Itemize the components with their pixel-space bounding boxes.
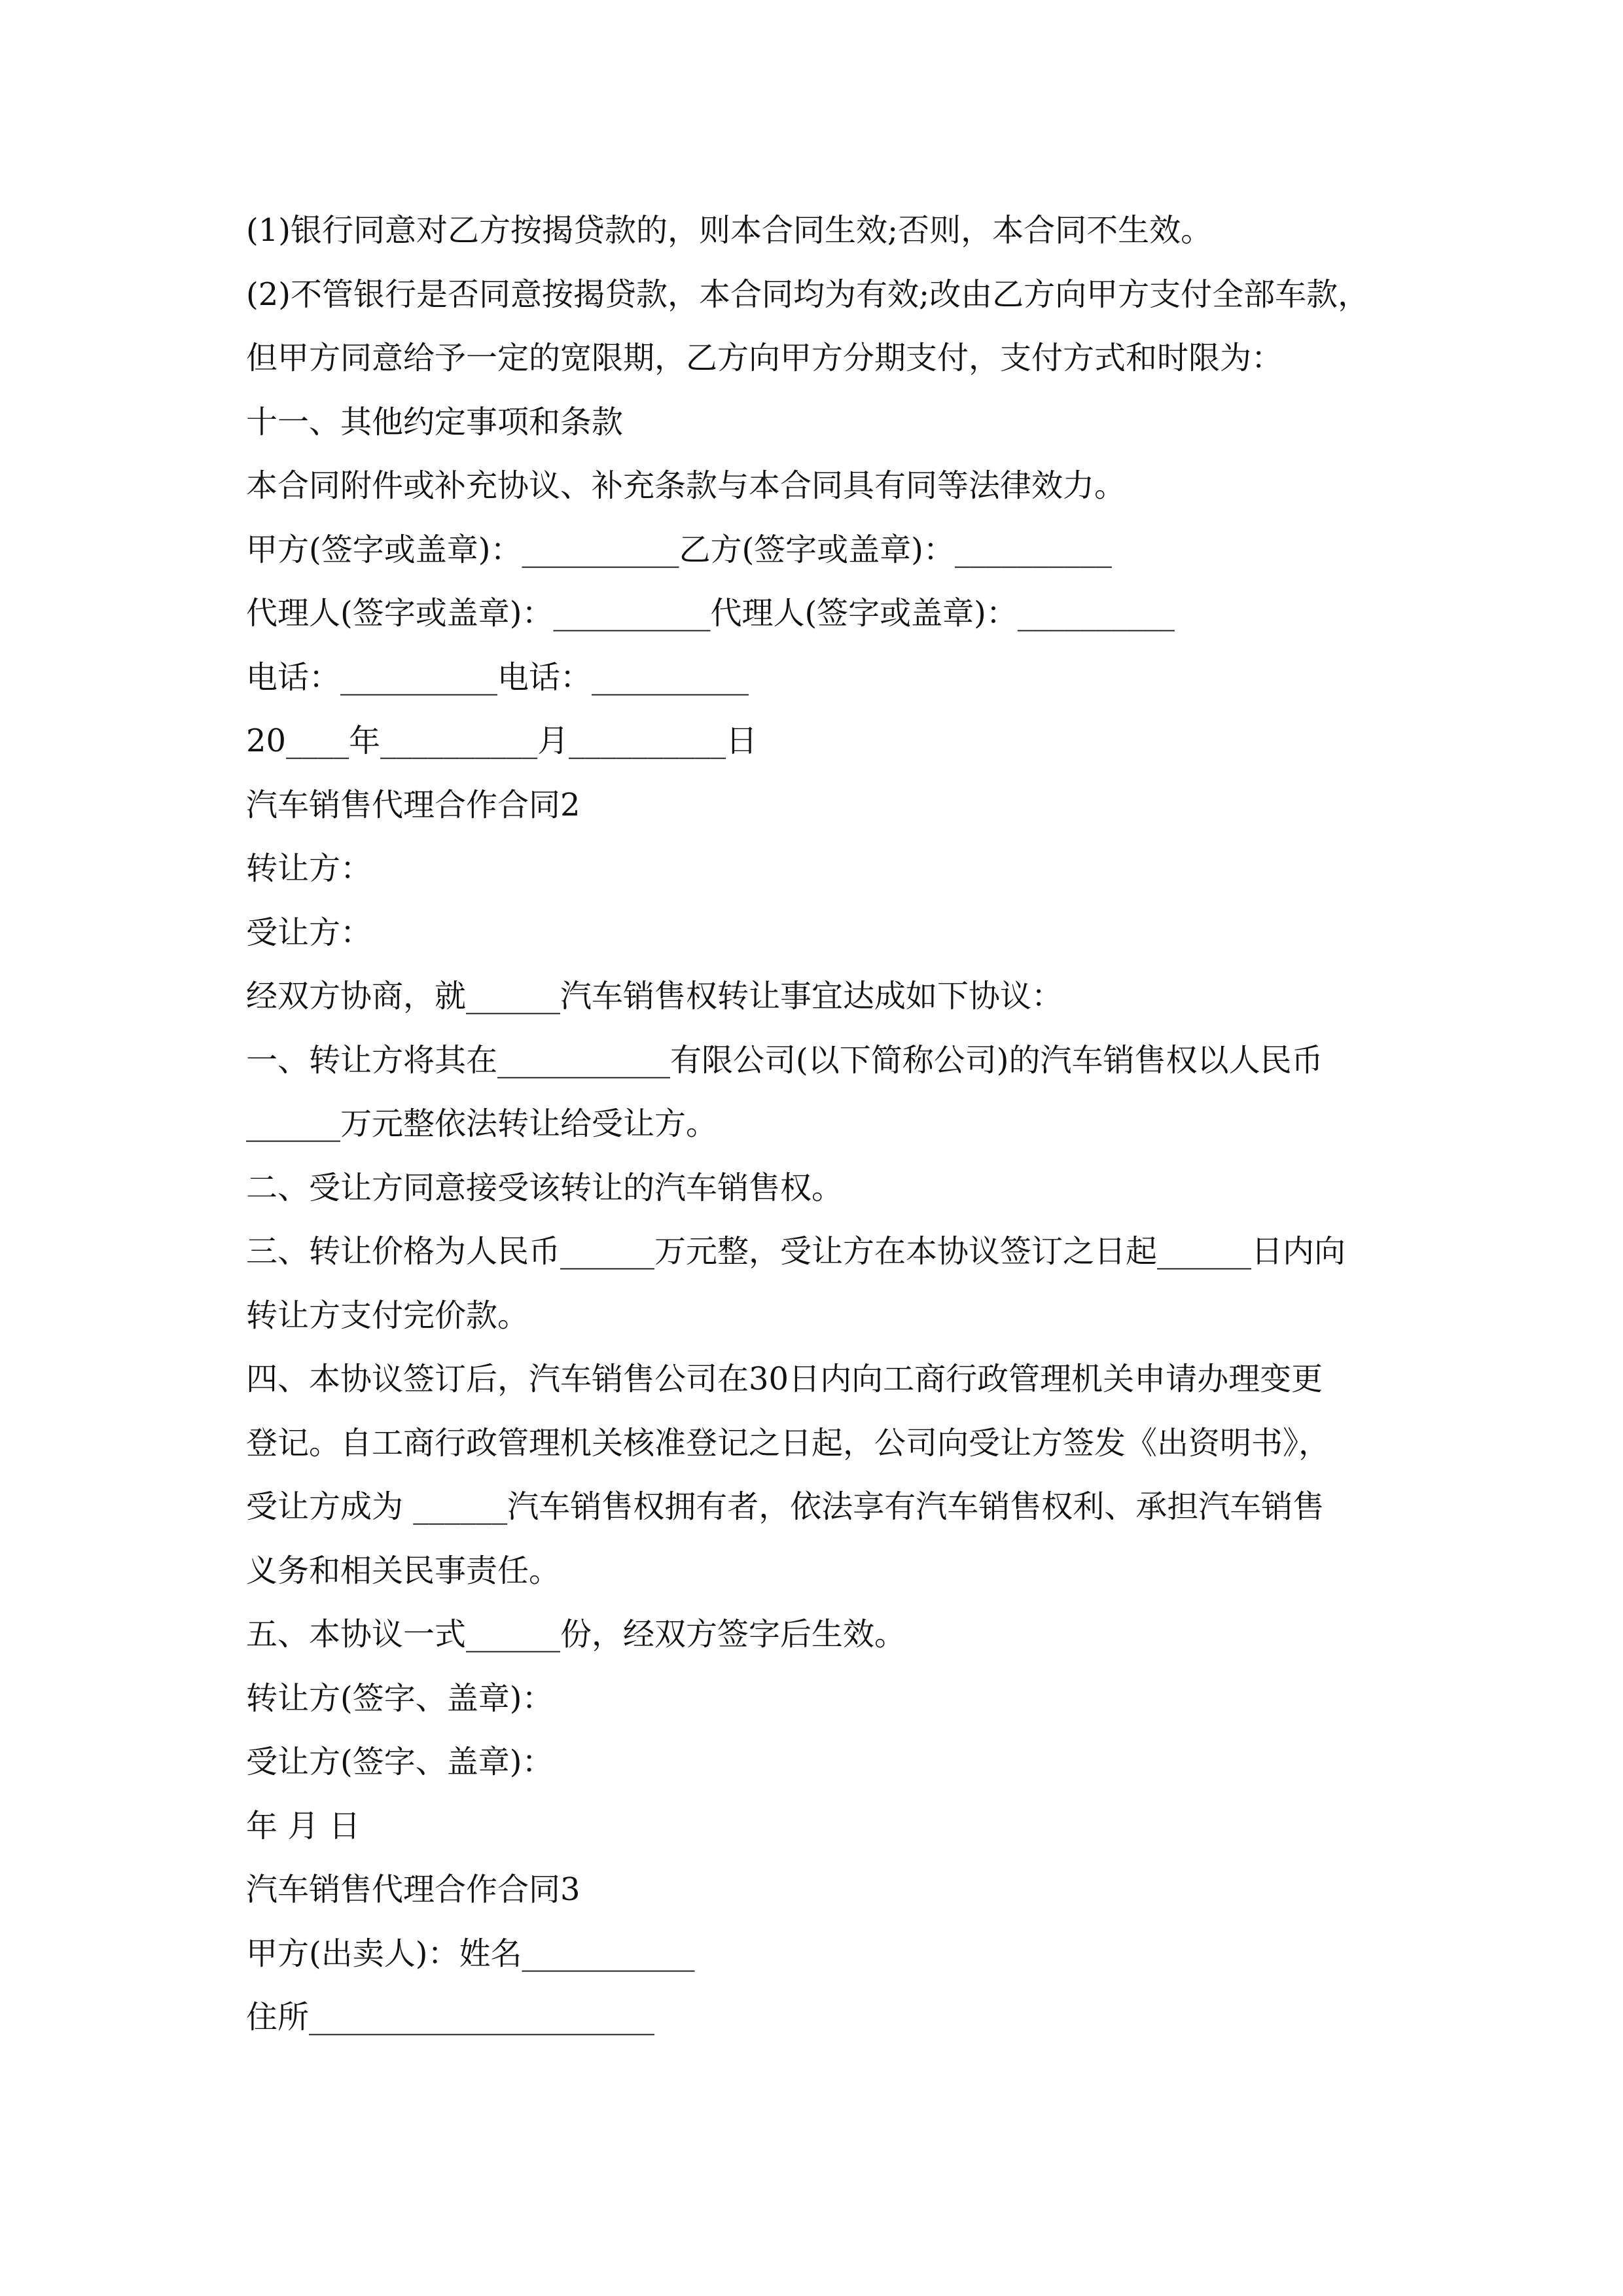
text-line: 五、本协议一式______份，经双方签字后生效。 [246, 1616, 906, 1653]
text-line: 经双方协商，就______汽车销售权转让事宜达成如下协议： [246, 978, 1063, 1014]
text-line: 本合同附件或补充协议、补充条款与本合同具有同等法律效力。 [246, 467, 1126, 504]
signature-line: 甲方(签字或盖章)：__________乙方(签字或盖章)：__________ [246, 531, 1112, 568]
date-line: 20____年__________月__________日 [246, 723, 758, 759]
text-line: (1)银行同意对乙方按揭贷款的，则本合同生效;否则，本合同不生效。 [246, 212, 1213, 249]
text-line: 二、受让方同意接受该转让的汽车销售权。 [246, 1169, 844, 1206]
phone-line: 电话：__________电话：__________ [246, 658, 749, 696]
text-line: 住所______________________ [246, 1999, 655, 2036]
text-line: (2)不管银行是否同意按揭贷款，本合同均为有效;改由乙方向甲方支付全部车款， [246, 276, 1370, 313]
text-line: 义务和相关民事责任。 [246, 1552, 561, 1589]
signature-line: 转让方(签字、盖章)： [246, 1679, 554, 1717]
signature-line: 受让方(签字、盖章)： [246, 1744, 554, 1780]
text-line: 四、本协议签订后，汽车销售公司在30日内向工商行政管理机关申请办理变更 [246, 1361, 1323, 1397]
text-line: ______万元整依法转让给受让方。 [246, 1105, 718, 1142]
contract-title: 汽车销售代理合作合同2 [246, 786, 580, 823]
date-line: 年 月 日 [246, 1807, 361, 1844]
section-heading: 十一、其他约定事项和条款 [246, 403, 624, 440]
text-line: 但甲方同意给予一定的宽限期，乙方向甲方分期支付，支付方式和时限为： [246, 340, 1283, 376]
text-line: 三、转让价格为人民币______万元整，受让方在本协议签订之日起______日内向 [246, 1233, 1346, 1270]
text-line: 转让方支付完价款。 [246, 1297, 529, 1334]
signature-line: 代理人(签字或盖章)：__________代理人(签字或盖章)：__________ [246, 595, 1175, 632]
text-line: 登记。自工商行政管理机关核准登记之日起，公司向受让方签发《出资明书》， [246, 1424, 1330, 1462]
text-line: 受让方： [246, 914, 372, 951]
text-line: 转让方： [246, 850, 372, 887]
text-line: 受让方成为 ______汽车销售权拥有者，依法享有汽车销售权利、承担汽车销售 [246, 1488, 1325, 1525]
document-body [246, 199, 1398, 2050]
text-line: 甲方(出卖人)：姓名___________ [246, 1935, 695, 1972]
text-line: 一、转让方将其在___________有限公司(以下简称公司)的汽车销售权以人民币 [246, 1041, 1323, 1079]
contract-title: 汽车销售代理合作合同3 [246, 1871, 580, 1908]
